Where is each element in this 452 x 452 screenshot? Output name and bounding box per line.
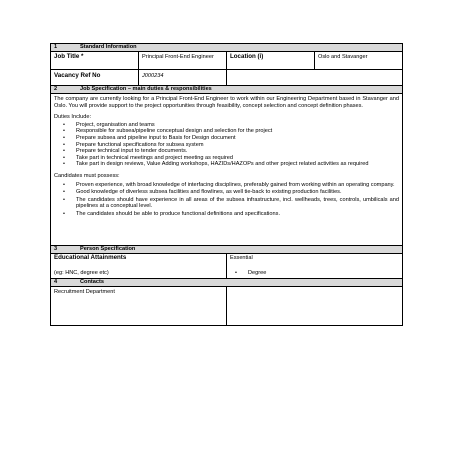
education-example: (eg: HNC, degree etc) [54, 269, 109, 276]
list-item: • Take part in technical meetings and project meeting as required [76, 155, 399, 162]
candidates-list [54, 182, 399, 218]
section-number: 3 [54, 246, 58, 252]
list-item: • The candidates should have experience in all areas of the subsea infrastructure, incl. wellheads, trees, controls, umbilicals and pipelines at a conceptual level. [76, 197, 399, 210]
location-value: Oslo and Stavanger [315, 52, 403, 70]
candidates-heading: Candidates must possess: [54, 172, 120, 179]
list-item: • Proven experience, with broad knowledge of interfacing disciplines, preferably gained from working within an operating company. [76, 182, 399, 189]
job-title-value: Principal Front-End Engineer [139, 52, 227, 70]
form-table [50, 43, 403, 326]
list-item: • Prepare functional specifications for subsea system [76, 142, 399, 149]
list-item: • Good knowledge of diverless subsea facilities and flowlines, as well tie-back to existing production facilities. [76, 189, 399, 196]
vacancy-label: Vacancy Ref No [51, 70, 139, 86]
job-specification-form [50, 43, 402, 326]
vacancy-row [51, 70, 403, 86]
contact-value: Recruitment Department [51, 287, 227, 326]
section-title: Standard Information [80, 44, 137, 50]
list-item: • Prepare subsea and pipeline input to Basis for Design document [76, 135, 399, 142]
list-item: • The candidates should be able to produce functional definitions and specifications. [76, 211, 399, 218]
essential-label: Essential [230, 255, 253, 261]
list-item: • Take part in design reviews, Value Adding workshops, HAZIDs/HAZOPs and other project related activities as required [76, 161, 399, 168]
list-item: • Prepare technical input to tender documents. [76, 148, 399, 155]
location-label: Location (i) [227, 52, 315, 70]
section-title: Contacts [80, 279, 104, 285]
essential-list [230, 270, 399, 277]
section-title: Job Specification – main duties & responsibilities [80, 86, 212, 92]
job-spec-body-row [51, 94, 403, 246]
job-title-row [51, 52, 403, 70]
section-4-header [51, 279, 403, 287]
section-title: Person Specification [80, 246, 136, 252]
section-1-header [51, 44, 403, 52]
education-label: Educational Attainments [54, 254, 127, 261]
section-number: 1 [54, 44, 58, 50]
duties-list [54, 122, 399, 168]
education-row [51, 254, 403, 279]
duties-heading: Duties Include: [54, 114, 92, 121]
list-item: • Project, organisation and teams [76, 122, 399, 129]
list-item: • Degree [248, 270, 399, 277]
list-item: • Responsible for subsea/pipeline conceptual design and selection for the project [76, 128, 399, 135]
job-title-label: Job Title * [51, 52, 139, 70]
contacts-row [51, 287, 403, 326]
section-number: 4 [54, 279, 58, 285]
section-number: 2 [54, 86, 58, 92]
section-2-header [51, 86, 403, 94]
job-intro-text: The company are currently looking for a Principal Front-End Engineer to work within our Engineering Department based in Stavanger and Oslo. You will provide support to the project opportunities through feasibility, concept selection and concept definition phases. [54, 96, 399, 109]
vacancy-value: J000234 [139, 70, 227, 86]
section-3-header [51, 246, 403, 254]
